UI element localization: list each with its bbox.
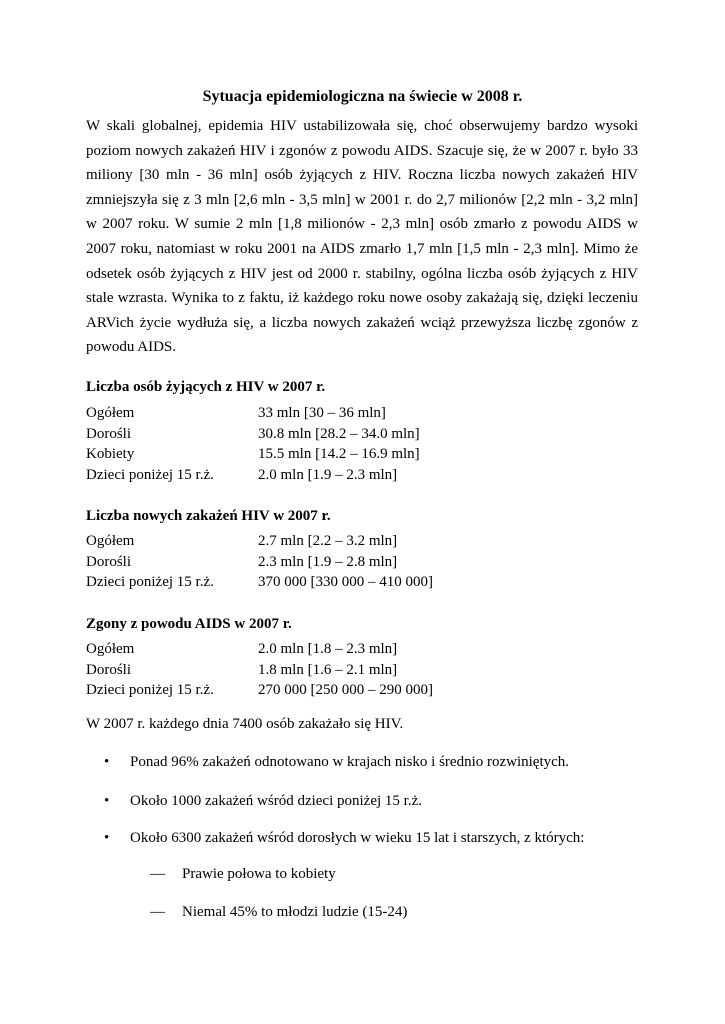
row-value: 1.8 mln [1.6 – 2.1 mln] <box>258 661 398 678</box>
deaths-stats-table <box>86 639 646 701</box>
table-row <box>86 572 646 593</box>
row-label: Ogółem <box>86 533 135 549</box>
living-stats-table <box>86 403 646 485</box>
daily-infections-statement: W 2007 r. każdego dnia 7400 osób zakażało się HIV. <box>86 716 404 732</box>
sub-bullet-text: Niemal 45% to młodzi ludzie (15-24) <box>182 904 408 920</box>
row-label: Dorośli <box>86 553 131 570</box>
table-row <box>86 552 646 573</box>
table-row <box>86 639 646 660</box>
list-item <box>104 752 569 772</box>
page-title: Sytuacja epidemiologiczna na świecie w 2008 r. <box>202 88 523 105</box>
row-value: 2.3 mln [1.9 – 2.8 mln] <box>258 553 398 570</box>
row-value: 270 000 [250 000 – 290 000] <box>258 682 433 698</box>
new-infections-stats-table <box>86 531 646 593</box>
table-row <box>86 444 646 465</box>
table-row <box>86 531 646 552</box>
row-value: 30.8 mln [28.2 – 34.0 mln] <box>258 425 420 442</box>
list-item <box>104 791 422 811</box>
living-section-heading: Liczba osób żyjących z HIV w 2007 r. <box>86 379 326 395</box>
row-label: Ogółem <box>86 405 135 421</box>
row-value: 2.7 mln [2.2 – 3.2 mln] <box>258 533 398 549</box>
row-label: Dorośli <box>86 425 131 442</box>
row-value: 33 mln [30 – 36 mln] <box>258 405 386 421</box>
bullet-text: Około 1000 zakażeń wśród dzieci poniżej 15 r.ż. <box>130 793 422 809</box>
row-value: 2.0 mln [1.8 – 2.3 mln] <box>258 641 398 657</box>
bullet-text: Około 6300 zakażeń wśród dorosłych w wieku 15 lat i starszych, z których: <box>130 830 585 846</box>
list-item <box>104 828 584 848</box>
table-row <box>86 465 646 486</box>
row-label: Ogółem <box>86 641 135 657</box>
row-value: 2.0 mln [1.9 – 2.3 mln] <box>258 466 398 483</box>
row-value: 370 000 [330 000 – 410 000] <box>258 574 433 590</box>
sub-bullet-text: Prawie połowa to kobiety <box>182 866 336 882</box>
row-label: Dorośli <box>86 661 131 678</box>
table-row <box>86 660 646 681</box>
bullet-mark: • <box>104 793 110 809</box>
row-value: 15.5 mln [14.2 – 16.9 mln] <box>258 446 420 462</box>
table-row <box>86 403 646 424</box>
row-label: Dzieci poniżej 15 r.ż. <box>86 574 214 590</box>
bullet-mark: • <box>104 754 110 770</box>
table-row <box>86 424 646 445</box>
bullet-text: Ponad 96% zakażeń odnotowano w krajach nisko i średnio rozwiniętych. <box>130 754 570 770</box>
sub-list-item <box>150 902 407 922</box>
intro-paragraph: W skali globalnej, epidemia HIV ustabilizowała się, choć obserwujemy bardzo wysoki poziom nowych zakażeń HIV i zgonów z powodu AIDS. Szacuje się, że w 2007 r. było 33 miliony [30 mln - 36 mln] osób żyjących z HIV. Roczna liczba nowych zakażeń HIV zmniejszyła się z 3 mln [2,6 mln - 3,5 mln] w 2001 r. do 2,7 milionów [2,2 mln - 3,2 mln] w 2007 roku. W sumie 2 mln [1,8 milionów - 2,3 mln] osób zmarło z powodu AIDS w 2007 roku, natomiast w roku 2001 na AIDS zmarło 1,7 mln [1,5 mln - 2,3 mln]. Mimo że odsetek osób żyjących z HIV jest od 2000 r. stabilny, ogólna liczba osób żyjących z HIV stale wzrasta. Wynika to z faktu, iż każdego roku nowe osoby zakażają się, dzięki leczeniu ARVich życie wydłuża się, a liczba nowych zakażeń wciąż przewyższa liczbę zgonów z powodu AIDS. <box>86 118 638 356</box>
sub-list-item <box>150 864 336 884</box>
row-label: Dzieci poniżej 15 r.ż. <box>86 466 214 483</box>
dash-mark: — <box>150 904 165 920</box>
deaths-section-heading: Zgony z powodu AIDS w 2007 r. <box>86 616 292 632</box>
row-label: Dzieci poniżej 15 r.ż. <box>86 682 214 698</box>
dash-mark: — <box>150 866 165 882</box>
bullet-mark: • <box>104 830 110 846</box>
new-infections-section-heading: Liczba nowych zakażeń HIV w 2007 r. <box>86 508 331 524</box>
row-label: Kobiety <box>86 446 135 462</box>
table-row <box>86 680 646 701</box>
